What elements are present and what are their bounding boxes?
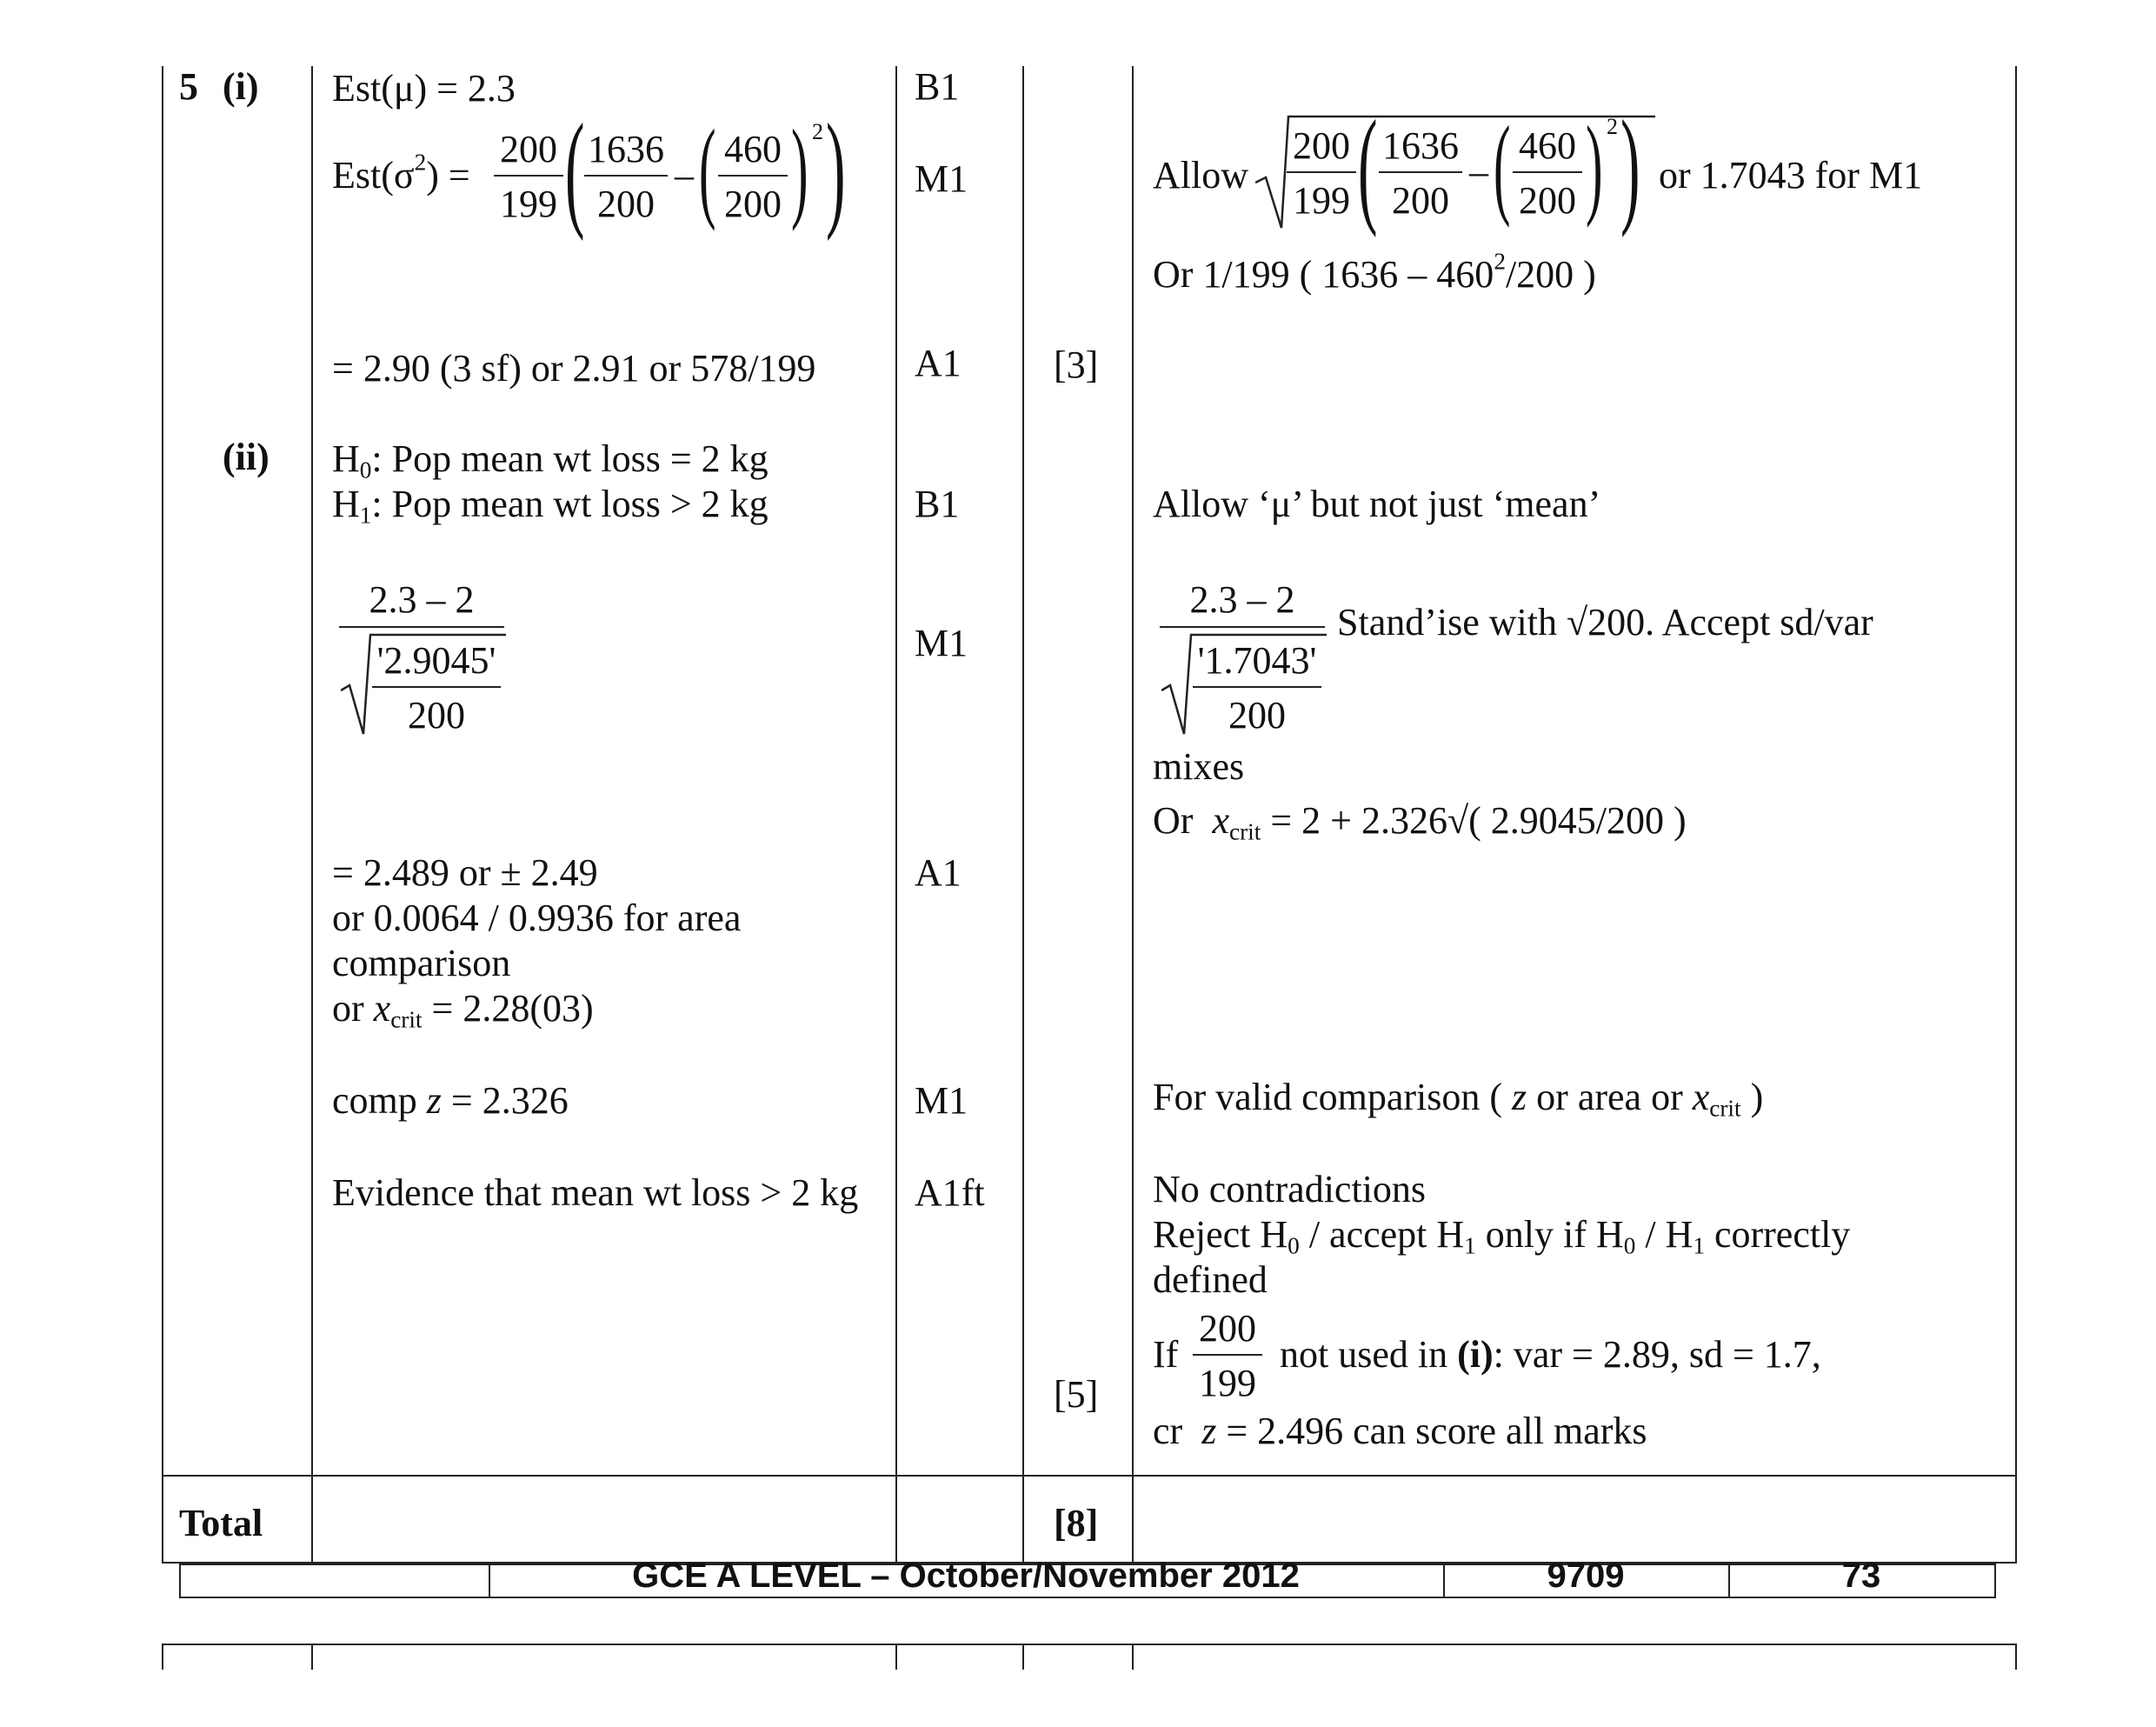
comparison-line: comp z = 2.326: [332, 1079, 569, 1122]
total-marks: [8]: [1054, 1502, 1099, 1544]
allow-bracket-open-inner: (: [1494, 103, 1511, 229]
bracket-open-outer: (: [565, 97, 585, 242]
allow-frac-460-200: 460 200: [1513, 123, 1582, 224]
mark-ii-m1: M1: [915, 622, 968, 664]
est-sigma-result: = 2.90 (3 sf) or 2.91 or 578/199: [332, 347, 816, 390]
mark-i-m1: M1: [915, 157, 968, 200]
if-not-used-text: not used in (i): var = 2.89, sd = 1.7,: [1280, 1333, 1821, 1376]
allow-bracket-close-inner: ): [1586, 103, 1603, 229]
next-table-border-right: [2015, 1644, 2017, 1670]
part-label-ii: (ii): [223, 436, 270, 478]
z-result: = 2.489 or ± 2.49: [332, 851, 598, 894]
column-divider-2: [895, 66, 897, 1564]
question-number: 5: [179, 65, 198, 108]
alt-z-numerator: 2.3 – 2: [1189, 578, 1295, 621]
allow-frac-200-199: 200 199: [1287, 123, 1356, 224]
next-table-top-rule: [162, 1644, 2017, 1645]
alt-z-fraction-bar: [1160, 626, 1325, 628]
critical-z-note: cr z = 2.496 can score all marks: [1153, 1410, 1647, 1452]
area-result: or 0.0064 / 0.9936 for area: [332, 897, 742, 939]
z-stat-inner-fraction: '2.9045' 200: [372, 638, 501, 739]
standardise-note: Stand’ise with √200. Accept sd/var: [1337, 601, 1873, 643]
column-divider-4: [1132, 66, 1134, 1564]
est-sigma-power: 2: [812, 119, 823, 144]
null-hypothesis: $H_0$: Pop mean wt loss = 2 kg: [332, 437, 769, 483]
allow-bracket-close-outer: ): [1620, 94, 1640, 238]
alt-hypothesis: $H_1$: Pop mean wt loss > 2 kg: [332, 483, 769, 529]
next-table-border-left: [162, 1644, 163, 1670]
xcrit-result: or $x_{crit} = 2.28(03)$: [332, 987, 594, 1033]
marks-total-ii: [5]: [1054, 1373, 1099, 1416]
area-result-cont: comparison: [332, 942, 511, 984]
est-mu: Est(μ) = 2.3: [332, 67, 516, 110]
table-border-right: [2015, 66, 2017, 1564]
footer-bottom-rule: [179, 1597, 1996, 1598]
part-label-i: (i): [223, 65, 259, 108]
bracket-close-inner: ): [791, 107, 808, 232]
marks-total-i: [3]: [1054, 343, 1099, 386]
est-sigma-frac-460-200: 460 200: [718, 127, 788, 228]
allow-mu-note: Allow ‘μ’ but not just ‘mean’: [1153, 483, 1601, 525]
total-label: Total: [179, 1502, 263, 1544]
est-sigma-frac-1636-200: 1636 200: [584, 127, 668, 228]
z-stat-numerator: 2.3 – 2: [369, 578, 475, 621]
valid-comparison-note: For valid comparison ( z or area or $x_{crit}$ ): [1153, 1076, 1764, 1122]
allow-bracket-open-outer: (: [1358, 94, 1378, 238]
est-sigma-minus: –: [675, 154, 694, 197]
next-table-divider-4: [1132, 1644, 1134, 1670]
mark-ii-a1: A1: [915, 851, 962, 894]
column-divider-1: [311, 66, 313, 1564]
z-stat-fraction-bar: [339, 626, 504, 628]
if-not-used-fraction: 200 199: [1193, 1306, 1262, 1407]
alt-z-inner-fraction: '1.7043' 200: [1193, 638, 1321, 739]
next-table-divider-1: [311, 1644, 313, 1670]
allow-minus: –: [1469, 150, 1488, 193]
footer-syllabus-code: 9709: [1547, 1557, 1625, 1595]
mark-i-b1: B1: [915, 65, 960, 108]
table-border-left: [162, 66, 163, 1564]
allow-power: 2: [1607, 114, 1618, 139]
next-table-divider-3: [1022, 1644, 1024, 1670]
allow-sqrt-suffix: or 1.7043 for M1: [1659, 154, 1923, 197]
alt-variance-formula: Or 1/199 ( $1636 - 460^2/200$ ): [1153, 248, 1596, 296]
est-sigma-label: $Est(\sigma^2)$ =: [332, 149, 470, 197]
bracket-open-inner: (: [699, 107, 716, 232]
conclusion: Evidence that mean wt loss > 2 kg: [332, 1171, 859, 1214]
bracket-close-outer: ): [826, 97, 846, 242]
reject-note: Reject $H_0$ / accept $H_1$ only if $H_0 / H_1$ correctly: [1153, 1213, 1851, 1259]
next-table-divider-2: [895, 1644, 897, 1670]
mark-ii-b1: B1: [915, 483, 960, 525]
footer-left-border: [179, 1564, 181, 1598]
mark-ii-m1b: M1: [915, 1079, 968, 1122]
column-divider-3: [1022, 66, 1024, 1564]
reject-note-cont: defined: [1153, 1258, 1268, 1301]
if-not-used-prefix: If: [1153, 1333, 1179, 1376]
xcrit-alternative: Or $x_{crit} = 2 + 2.326√$( 2.9045/200 ): [1153, 799, 1687, 845]
no-contradictions-note: No contradictions: [1153, 1168, 1427, 1210]
mixes-note: mixes: [1153, 745, 1245, 788]
mark-i-a1: A1: [915, 342, 962, 384]
allow-sqrt-prefix: Allow: [1153, 154, 1248, 197]
allow-frac-1636-200: 1636 200: [1379, 123, 1462, 224]
mark-ii-a1ft: A1ft: [915, 1171, 985, 1214]
footer-exam-title: GCE A LEVEL – October/November 2012: [632, 1557, 1300, 1595]
total-row-top-rule: [162, 1475, 2017, 1477]
est-sigma-frac-200-199: 200 199: [494, 127, 563, 228]
footer-right-border: [1994, 1564, 1996, 1598]
footer-page-number: 73: [1841, 1557, 1881, 1595]
